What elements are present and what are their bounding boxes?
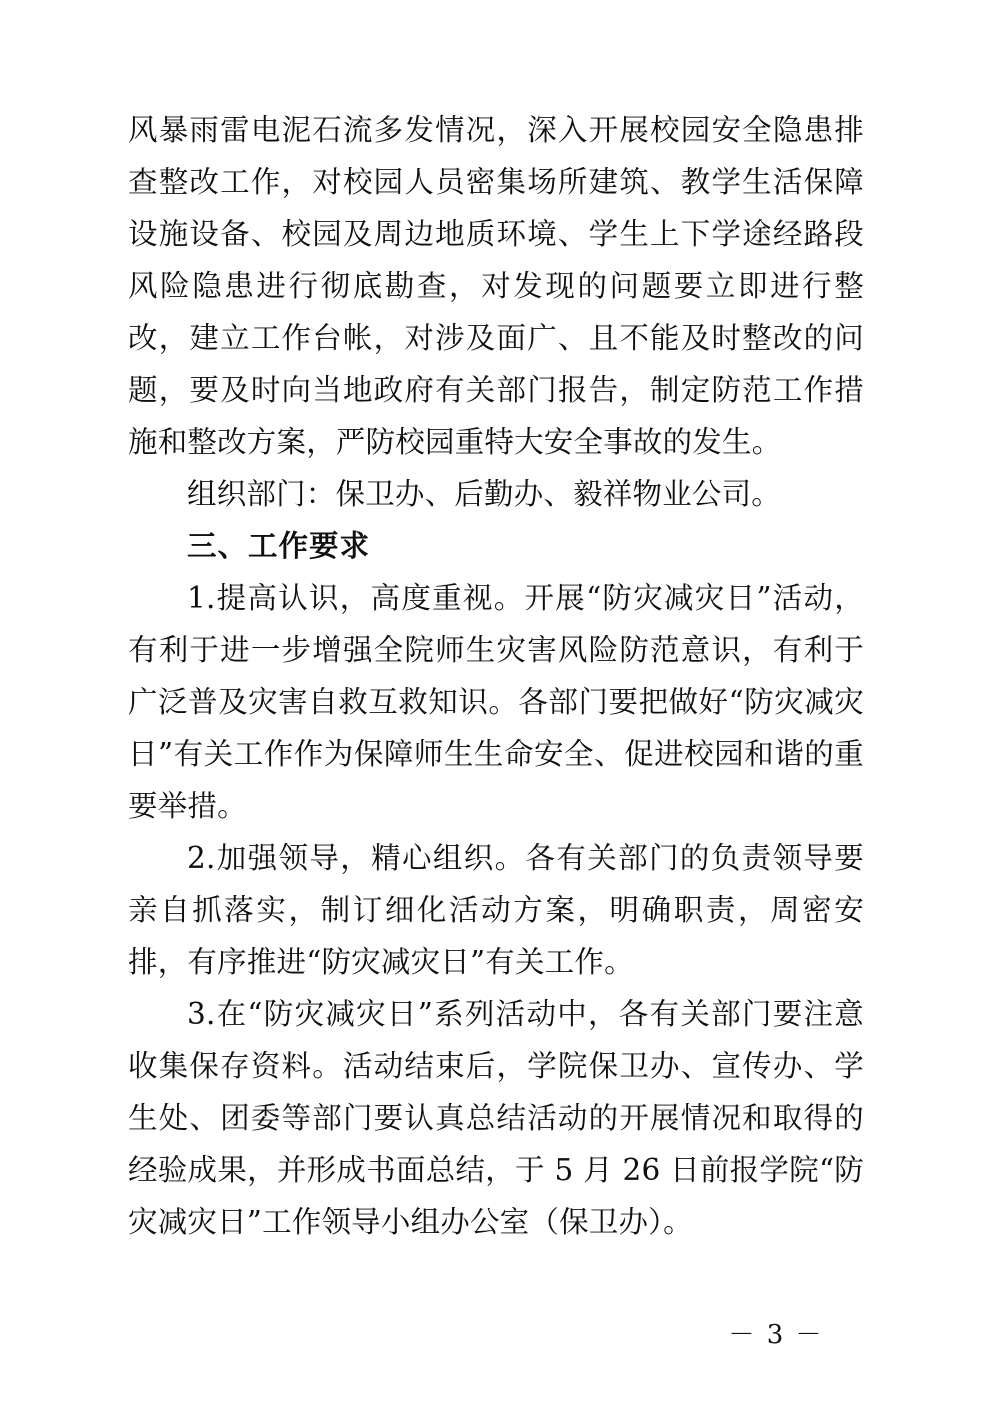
paragraph-requirement-3: 3.在“防灾减灾日”系列活动中，各有关部门要注意收集保存资料。活动结束后，学院保卫办、宣传办、学生处、团委等部门要认真总结活动的开展情况和取得的经验成果，并形成书面总结，于 5 月 26 日前报学院“防灾减灾日”工作领导小组办公室（保卫办）。 bbox=[128, 997, 864, 1239]
paragraph-requirement-2: 2.加强领导，精心组织。各有关部门的负责领导要亲自抓落实，制订细化活动方案，明确职责，周密安排，有序推进“防灾减灾日”有关工作。 bbox=[128, 841, 864, 979]
section-heading-work-requirements: 三、工作要求 bbox=[187, 528, 371, 563]
page-number: － 3 － bbox=[728, 1320, 824, 1350]
paragraph-continued-inspection: 风暴雨雷电泥石流多发情况，深入开展校园安全隐患排查整改工作，对校园人员密集场所建筑、教学生活保障设施设备、校园及周边地质环境、学生上下学途经路段风险隐患进行彻底勘查，对发现的问题要立即进行整改，建立工作台帐，对涉及面广、且不能及时整改的问题，要及时向当地政府有关部门报告，制定防范工作措施和整改方案，严防校园重特大安全事故的发生。 bbox=[128, 113, 864, 459]
document-body bbox=[128, 104, 864, 1248]
paragraph-requirement-1: 1.提高认识，高度重视。开展“防灾减灾日”活动，有利于进一步增强全院师生灾害风险防范意识，有利于广泛普及灾害自救互救知识。各部门要把做好“防灾减灾日”有关工作作为保障师生生命安全、促进校园和谐的重要举措。 bbox=[128, 581, 864, 823]
page-footer bbox=[0, 1314, 992, 1351]
paragraph-organizing-departments: 组织部门：保卫办、后勤办、毅祥物业公司。 bbox=[187, 477, 782, 511]
